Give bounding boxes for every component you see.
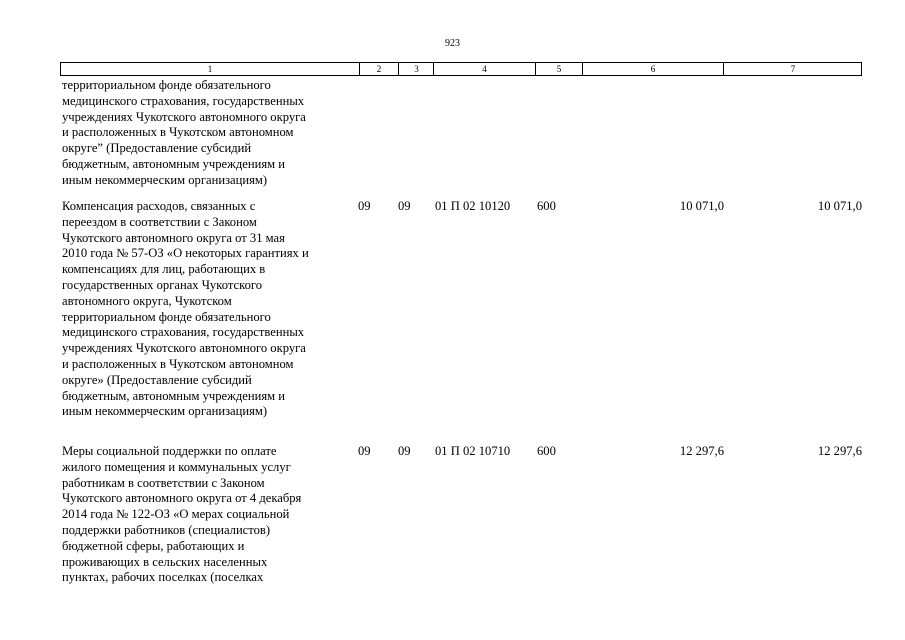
description-line: Чукотского автономного округа от 31 мая [62, 230, 285, 245]
description-line: Компенсация расходов, связанных с [62, 199, 256, 213]
header-cell-6: 6 [582, 63, 723, 75]
header-cell-1: 1 [207, 64, 213, 74]
description-line: работникам в соответствии с Законом [62, 475, 265, 490]
description-line: автономного округа, Чукотском [62, 293, 232, 308]
amount-col6: 12 297,6 [679, 444, 724, 458]
description-line: территориальном фонде обязательного [62, 309, 271, 324]
description-line: бюджетной сферы, работающих и [62, 538, 245, 553]
table-header-row [60, 62, 862, 76]
description-line: округе» (Предоставление субсидий [62, 372, 252, 387]
description-line: компенсациях для лиц, работающих в [62, 262, 266, 277]
description-line: поддержки работников (специалистов) [62, 522, 271, 537]
description-line: учреждениях Чукотского автономного округа [62, 341, 306, 356]
description-line: и расположенных в Чукотском автономном [62, 125, 294, 140]
description-line: переездом в соответствии с Законом [62, 214, 257, 229]
description-line: медицинского страхования, государственных [62, 325, 305, 340]
description-line: пунктах, рабочих поселках (поселках [62, 570, 264, 585]
description-line: Чукотского автономного округа от 4 декабря [62, 491, 302, 506]
target-article-code: 01 П 02 10710 [435, 444, 511, 458]
description-line: бюджетным, автономным учреждениям и [62, 156, 285, 171]
description-line: иным некоммерческим организациям) [62, 172, 268, 187]
description-line: иным некоммерческим организациям) [62, 404, 268, 419]
description-line: и расположенных в Чукотском автономном [62, 356, 294, 371]
header-cell-2: 2 [359, 63, 398, 75]
description-line: учреждениях Чукотского автономного округа [62, 109, 306, 124]
row-description [62, 78, 360, 189]
description-line: медицинского страхования, государственных [62, 93, 305, 108]
row-description [62, 444, 360, 586]
description-line: государственных органах Чукотского [62, 277, 263, 292]
amount-col6: 10 071,0 [679, 199, 724, 213]
header-cell-4: 4 [433, 63, 535, 75]
subsection-code: 09 [398, 444, 411, 458]
section-code: 09 [358, 444, 371, 458]
description-line: Меры социальной поддержки по оплате [62, 444, 277, 458]
expense-type-code: 600 [537, 444, 556, 458]
section-code: 09 [358, 199, 371, 213]
description-line: проживающих в сельских населенных [62, 554, 268, 569]
header-cell-7: 7 [723, 63, 862, 75]
expense-type-code: 600 [537, 199, 556, 213]
row-description [62, 199, 360, 420]
subsection-code: 09 [398, 199, 411, 213]
page-number: 923 [445, 38, 460, 49]
description-line: бюджетным, автономным учреждениям и [62, 388, 285, 403]
description-line: 2014 года № 122-ОЗ «О мерах социальной [62, 507, 290, 522]
amount-col7: 12 297,6 [817, 444, 862, 458]
target-article-code: 01 П 02 10120 [435, 199, 511, 213]
description-line: территориальном фонде обязательного [62, 78, 271, 92]
amount-col7: 10 071,0 [817, 199, 862, 213]
description-line: округе” (Предоставление субсидий [62, 141, 252, 156]
header-cell-5: 5 [535, 63, 582, 75]
header-cell-3: 3 [398, 63, 434, 75]
description-line: жилого помещения и коммунальных услуг [62, 459, 291, 474]
description-line: 2010 года № 57-ОЗ «О некоторых гарантиях и [62, 246, 309, 261]
